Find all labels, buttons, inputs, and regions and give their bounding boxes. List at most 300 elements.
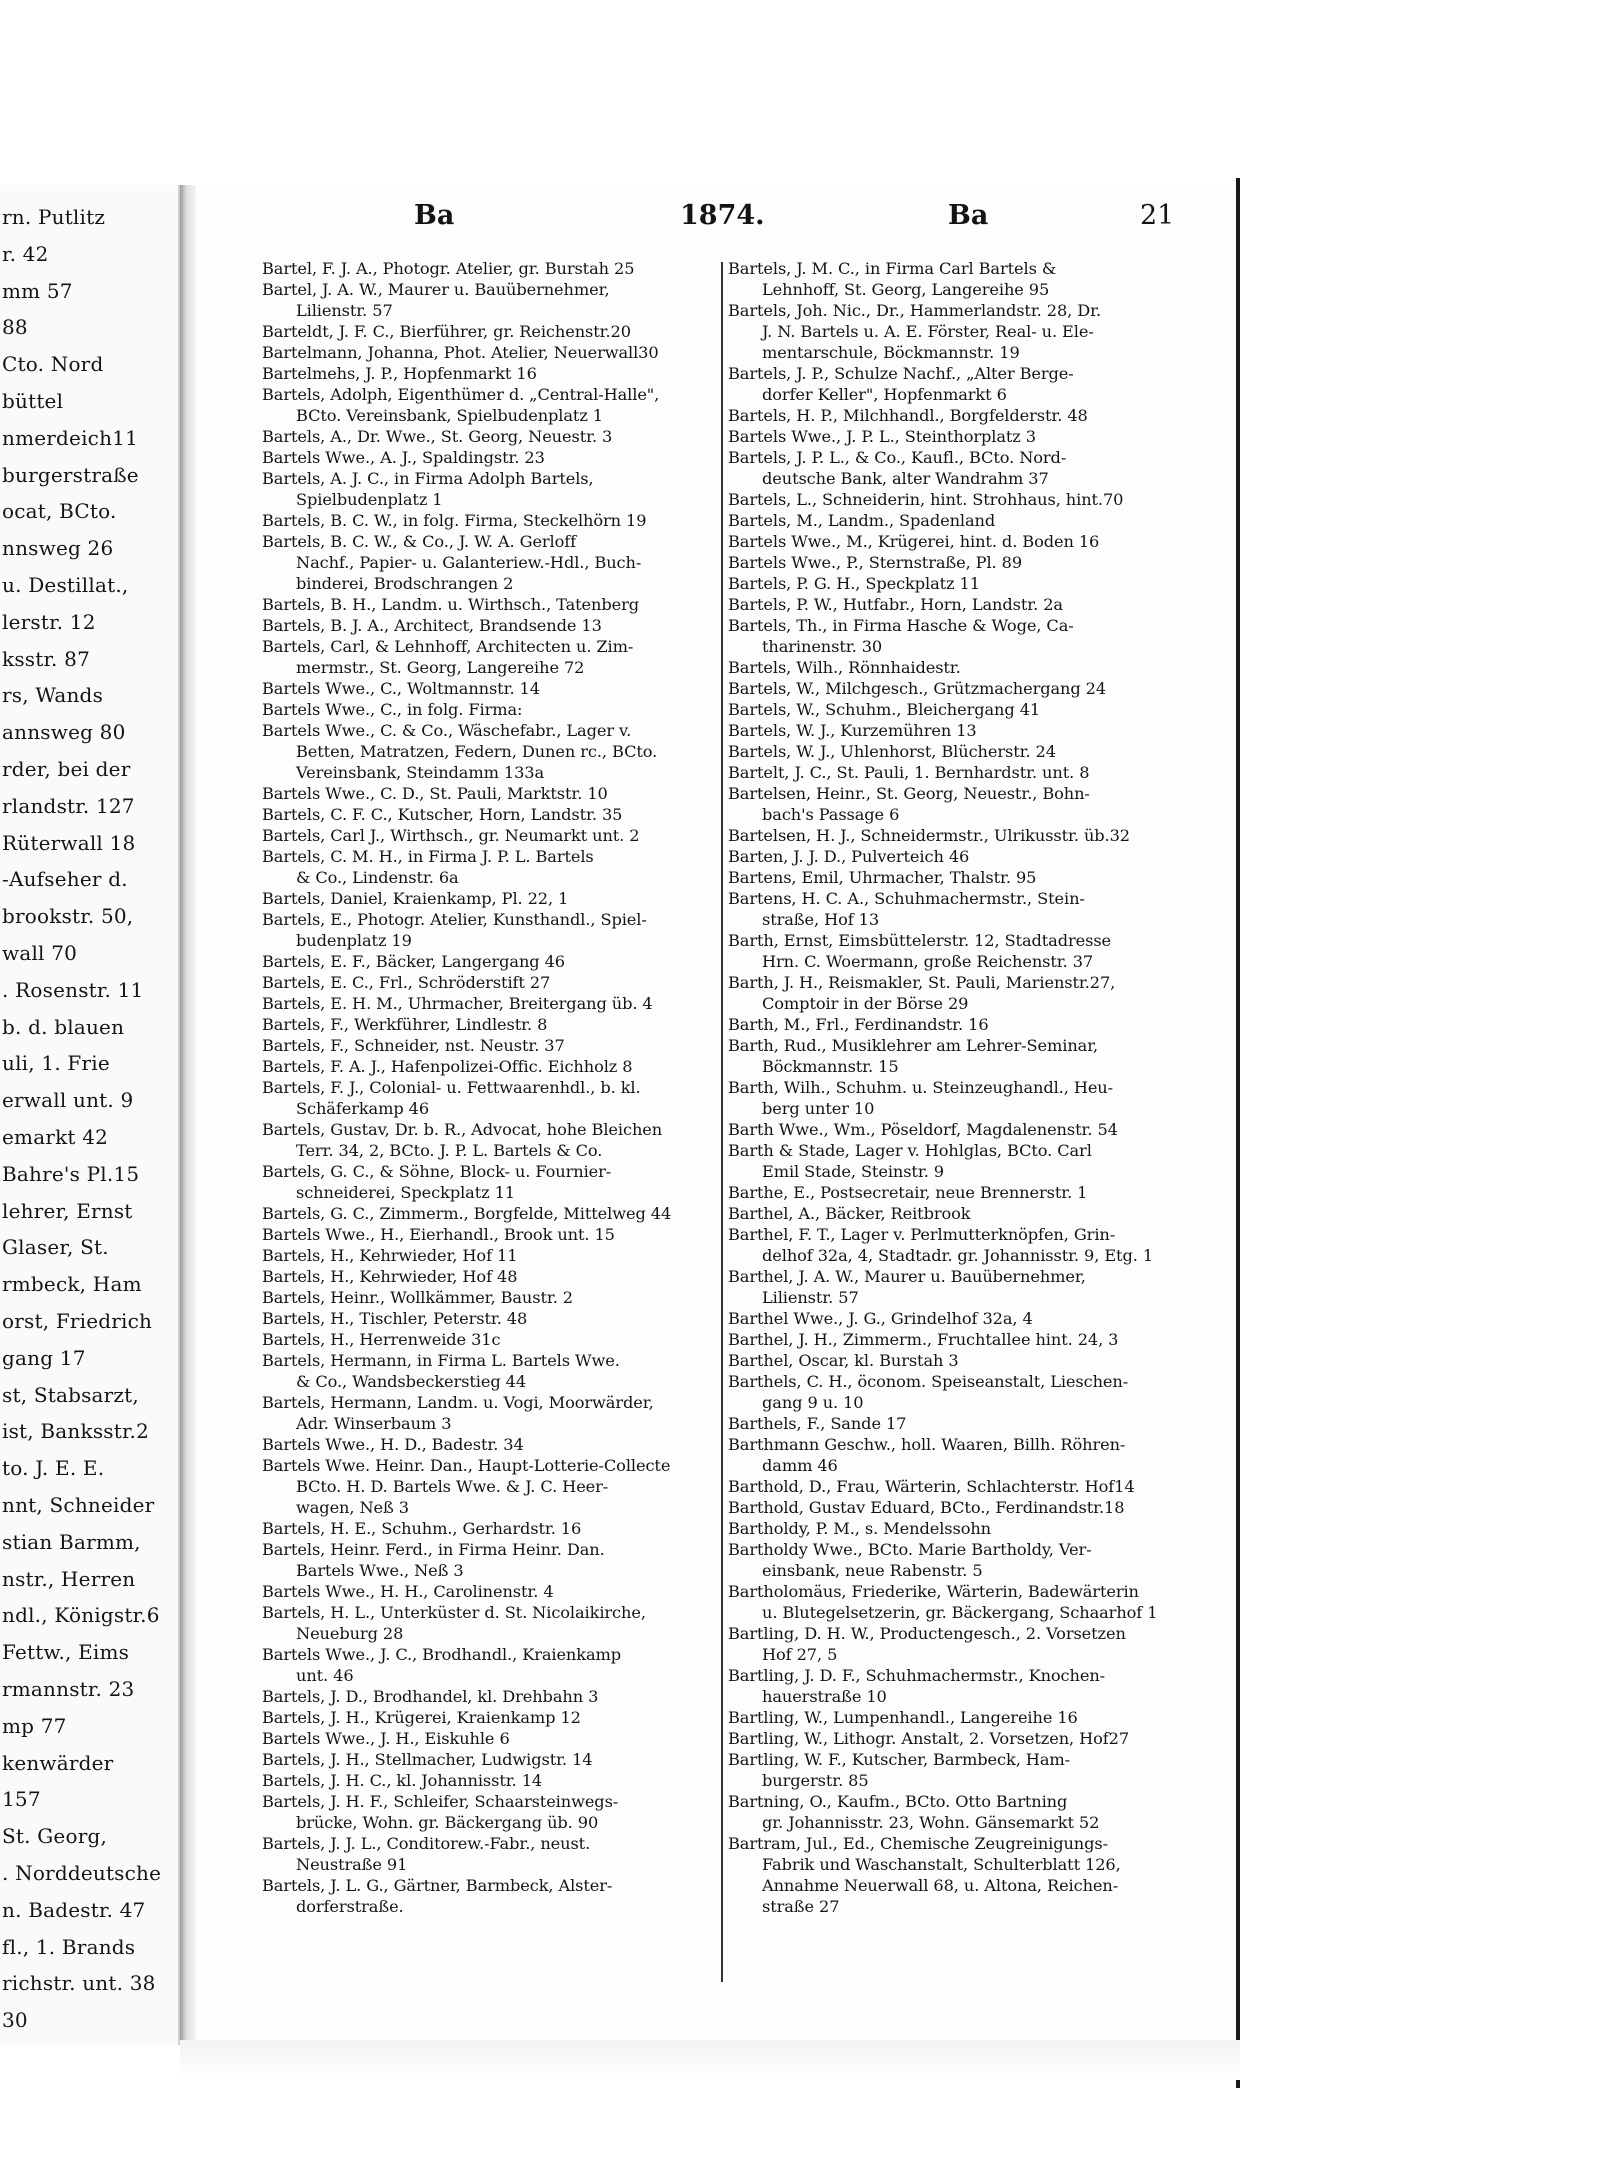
left-page-fragment: burgerstraße (2, 462, 139, 487)
directory-column-left (262, 258, 722, 1917)
entry-line: Barthel Wwe., J. G., Grindelhof 32a, 4 (728, 1309, 1033, 1328)
entry-line: Bartels, B. H., Landm. u. Wirthsch., Tatenberg (262, 595, 640, 614)
entry-line: Bartling, W., Lumpenhandl., Langereihe 16 (728, 1708, 1078, 1727)
entry-line: Bartels, F. J., Colonial- u. Fettwaarenhdl., b. kl. (262, 1078, 641, 1097)
directory-entry (728, 1476, 1188, 1497)
entry-continuation-line: Neustraße 91 (296, 1855, 408, 1874)
directory-entry (728, 867, 1188, 888)
header-year: 1874. (680, 200, 765, 231)
entry-line: Bartels, Heinr. Ferd., in Firma Heinr. Dan. (262, 1540, 605, 1559)
entry-line: Bartels Wwe., C., in folg. Firma: (262, 700, 523, 719)
entry-line: Bartels, Gustav, Dr. b. R., Advocat, hohe Bleichen (262, 1120, 663, 1139)
directory-entry (728, 489, 1188, 510)
entry-line: Bartelsen, Heinr., St. Georg, Neuestr., Bohn- (728, 784, 1090, 803)
entry-continuation-line: bach's Passage 6 (762, 805, 900, 824)
left-page-fragment: lerstr. 12 (2, 609, 96, 634)
left-page-fragment: u. Destillat., (2, 573, 129, 597)
directory-entry (262, 1224, 722, 1245)
entry-line: Bartelt, J. C., St. Pauli, 1. Bernhardstr. unt. 8 (728, 763, 1090, 782)
entry-line: Bartels, H., Herrenweide 31c (262, 1330, 501, 1349)
entry-line: Bartels, J. L. G., Gärtner, Barmbeck, Alster- (262, 1876, 613, 1895)
entry-line: Bartels Wwe., J. C., Brodhandl., Kraienkamp (262, 1645, 622, 1664)
entry-line: Bartels, G. C., & Söhne, Block- u. Fournier- (262, 1162, 612, 1181)
entry-line: Bartels, E. F., Bäcker, Langergang 46 (262, 952, 565, 971)
entry-line: Bartels, J. H., Krügerei, Kraienkamp 12 (262, 1708, 581, 1727)
entry-line: Bartels Wwe., C. & Co., Wäschefabr., Lager v. (262, 721, 632, 740)
directory-entry (728, 510, 1188, 531)
directory-entry (728, 552, 1188, 573)
entry-line: Barthel, F. T., Lager v. Perlmutterknöpfen, Grin- (728, 1225, 1116, 1244)
directory-entry (728, 1119, 1188, 1140)
page-bottom-shadow (180, 2040, 1240, 2080)
entry-continuation-line: Schäferkamp 46 (296, 1099, 430, 1118)
left-page-fragment: ksstr. 87 (2, 646, 91, 671)
entry-continuation-line: straße, Hof 13 (762, 910, 880, 929)
entry-line: Bartels, Wilh., Rönnhaidestr. (728, 658, 961, 677)
entry-continuation-line: wagen, Neß 3 (296, 1498, 409, 1517)
entry-line: Bartels Wwe., H. D., Badestr. 34 (262, 1435, 524, 1454)
directory-entry (728, 1224, 1188, 1266)
entry-continuation-line: dorferstraße. (296, 1897, 404, 1916)
directory-entry (262, 1245, 722, 1266)
entry-continuation-line: BCto. Vereinsbank, Spielbudenplatz 1 (296, 406, 603, 425)
directory-entry (728, 1035, 1188, 1077)
entry-line: Bartels Wwe., J. P. L., Steinthorplatz 3 (728, 427, 1036, 446)
directory-entry (262, 678, 722, 699)
entry-line: Bartels, H. E., Schuhm., Gerhardstr. 16 (262, 1519, 582, 1538)
left-page-fragment: uli, 1. Frie (2, 1051, 110, 1076)
directory-entry (728, 1182, 1188, 1203)
directory-entry (728, 1413, 1188, 1434)
directory-entry (728, 699, 1188, 720)
header-letter-tab-left: Ba (414, 200, 455, 231)
directory-entry (262, 510, 722, 531)
entry-line: Bartels, F., Schneider, nst. Neustr. 37 (262, 1036, 565, 1055)
entry-continuation-line: Hrn. C. Woermann, große Reichenstr. 37 (762, 952, 1094, 971)
left-page-fragment: brookstr. 50, (2, 904, 134, 929)
entry-continuation-line: deutsche Bank, alter Wandrahm 37 (762, 469, 1049, 488)
entry-line: Bartels, B. C. W., in folg. Firma, Steckelhörn 19 (262, 511, 647, 530)
entry-line: Barth, Ernst, Eimsbüttelerstr. 12, Stadtadresse (728, 931, 1112, 950)
left-page-fragment: nstr., Herren (2, 1566, 136, 1591)
directory-entry (728, 1014, 1188, 1035)
entry-line: Bartelmehs, J. P., Hopfenmarkt 16 (262, 364, 537, 383)
left-page-fragment: ist, Banksstr.2 (2, 1419, 150, 1444)
entry-continuation-line: burgerstr. 85 (762, 1771, 869, 1790)
directory-entry (728, 426, 1188, 447)
left-page-fragment: kenwärder (2, 1750, 114, 1775)
entry-continuation-line: & Co., Wandsbeckerstieg 44 (296, 1372, 527, 1391)
entry-line: Bartels, J. D., Brodhandel, kl. Drehbahn 3 (262, 1687, 599, 1706)
entry-continuation-line: straße 27 (762, 1897, 840, 1916)
left-page-fragment: -Aufseher d. (2, 867, 128, 892)
entry-line: Bartels, P. W., Hutfabr., Horn, Landstr. 2a (728, 595, 1063, 614)
entry-line: Bartels, E. C., Frl., Schröderstift 27 (262, 973, 551, 992)
directory-entry (262, 1308, 722, 1329)
facing-page-left (0, 185, 180, 2045)
entry-continuation-line: & Co., Lindenstr. 6a (296, 868, 459, 887)
directory-entry (728, 741, 1188, 762)
entry-continuation-line: unt. 46 (296, 1666, 354, 1685)
left-page-fragment: to. J. E. E. (2, 1456, 105, 1481)
directory-entry (262, 993, 722, 1014)
directory-entry (262, 468, 722, 510)
entry-continuation-line: binderei, Brodschrangen 2 (296, 574, 514, 593)
left-page-fragment: lehrer, Ernst (2, 1198, 133, 1223)
entry-continuation-line: Vereinsbank, Steindamm 133a (296, 763, 545, 782)
entry-line: Bartels, J. H. F., Schleifer, Schaarsteinwegs- (262, 1792, 619, 1811)
directory-entry (728, 678, 1188, 699)
entry-line: Bartholdy, P. M., s. Mendelssohn (728, 1519, 992, 1538)
left-page-fragment: b. d. blauen (2, 1014, 125, 1039)
left-page-fragment: orst, Friedrich (2, 1309, 153, 1333)
entry-line: Bartling, J. D. F., Schuhmachermstr., Knochen- (728, 1666, 1106, 1685)
directory-entry (728, 972, 1188, 1014)
entry-line: Bartels, F., Werkführer, Lindlestr. 8 (262, 1015, 548, 1034)
entry-line: Bartling, W., Lithogr. Anstalt, 2. Vorsetzen, Hof27 (728, 1729, 1130, 1748)
entry-line: Bartels Wwe., J. H., Eiskuhle 6 (262, 1729, 510, 1748)
left-page-fragment: erwall unt. 9 (2, 1088, 134, 1113)
directory-entry (262, 363, 722, 384)
directory-entry (262, 846, 722, 888)
entry-continuation-line: damm 46 (762, 1456, 838, 1475)
left-page-fragment: Rüterwall 18 (2, 830, 136, 855)
directory-entry (262, 636, 722, 678)
directory-entry (262, 1434, 722, 1455)
entry-line: Barthel, J. A. W., Maurer u. Bauübernehmer, (728, 1267, 1086, 1286)
entry-line: Bartels, A., Dr. Wwe., St. Georg, Neuestr. 3 (262, 427, 613, 446)
entry-line: Bartels, F. A. J., Hafenpolizei-Offic. Eichholz 8 (262, 1057, 633, 1076)
left-page-fragment: rn. Putlitz (2, 205, 106, 229)
entry-line: Bartels, B. J. A., Architect, Brandsende 13 (262, 616, 602, 635)
entry-line: Bartels, A. J. C., in Firma Adolph Bartels, (262, 469, 594, 488)
entry-line: Bartels, H., Kehrwieder, Hof 48 (262, 1267, 518, 1286)
entry-continuation-line: gr. Johannisstr. 23, Wohn. Gänsemarkt 52 (762, 1813, 1100, 1832)
entry-line: Bartens, H. C. A., Schuhmachermstr., Stein- (728, 889, 1085, 908)
directory-entry (728, 1833, 1188, 1917)
left-page-fragment: fl., 1. Brands (2, 1934, 136, 1959)
left-page-fragment: annsweg 80 (2, 720, 126, 745)
entry-line: Barthels, F., Sande 17 (728, 1414, 907, 1433)
entry-continuation-line: J. N. Bartels u. A. E. Förster, Real- u. Ele- (762, 322, 1094, 341)
entry-continuation-line: Adr. Winserbaum 3 (296, 1414, 452, 1433)
entry-continuation-line: schneiderei, Speckplatz 11 (296, 1183, 515, 1202)
left-page-fragment: r. 42 (2, 241, 49, 266)
entry-line: Bartels, J. J. L., Conditorew.-Fabr., neust. (262, 1834, 591, 1853)
directory-entry (262, 1077, 722, 1119)
entry-continuation-line: dorfer Keller", Hopfenmarkt 6 (762, 385, 1007, 404)
left-page-fragment: mp 77 (2, 1713, 67, 1738)
directory-entry (262, 783, 722, 804)
directory-entry (262, 1602, 722, 1644)
column-rule (721, 262, 723, 1982)
entry-continuation-line: berg unter 10 (762, 1099, 875, 1118)
entry-line: Barth & Stade, Lager v. Hohlglas, BCto. Carl (728, 1141, 1092, 1160)
directory-entry (728, 888, 1188, 930)
entry-line: Bartels, J. H., Stellmacher, Ludwigstr. 14 (262, 1750, 593, 1769)
entry-line: Bartram, Jul., Ed., Chemische Zeugreinigungs- (728, 1834, 1108, 1853)
directory-entry (262, 384, 722, 426)
entry-continuation-line: gang 9 u. 10 (762, 1393, 864, 1412)
directory-entry (728, 1539, 1188, 1581)
directory-entry (728, 1623, 1188, 1665)
left-page-fragment: rmannstr. 23 (2, 1677, 135, 1701)
directory-entry (262, 1791, 722, 1833)
directory-entry (728, 1434, 1188, 1476)
entry-line: Bartling, W. F., Kutscher, Barmbeck, Ham- (728, 1750, 1070, 1769)
directory-column-right (728, 258, 1188, 1917)
directory-entry (262, 1035, 722, 1056)
directory-entry (728, 783, 1188, 825)
left-page-fragment: rmbeck, Ham (2, 1272, 142, 1297)
directory-entry (262, 1350, 722, 1392)
directory-entry (262, 888, 722, 909)
entry-continuation-line: Fabrik und Waschanstalt, Schulterblatt 126, (762, 1855, 1121, 1874)
directory-entry (262, 972, 722, 993)
entry-line: Barth Wwe., Wm., Pöseldorf, Magdalenenstr. 54 (728, 1120, 1118, 1139)
entry-line: Barth, Rud., Musiklehrer am Lehrer-Seminar, (728, 1036, 1099, 1055)
directory-entry (262, 1833, 722, 1875)
entry-line: Bartels, B. C. W., & Co., J. W. A. Gerloff (262, 532, 577, 551)
directory-entry (262, 1749, 722, 1770)
left-page-fragment: emarkt 42 (2, 1125, 109, 1149)
page-edge (1236, 178, 1240, 2088)
directory-entry (262, 1875, 722, 1917)
directory-entry (262, 1119, 722, 1161)
entry-line: Bartels Wwe., C., Woltmannstr. 14 (262, 679, 540, 698)
entry-line: Bartens, Emil, Uhrmacher, Thalstr. 95 (728, 868, 1037, 887)
left-page-fragment: nnsweg 26 (2, 536, 114, 561)
left-page-fragment: Cto. Nord (2, 352, 104, 377)
entry-line: Bartels Wwe., M., Krügerei, hint. d. Boden 16 (728, 532, 1100, 551)
scan-margin-top (0, 0, 1600, 170)
directory-entry (262, 699, 722, 720)
entry-line: Bartels, H., Tischler, Peterstr. 48 (262, 1309, 528, 1328)
entry-line: Barth, Wilh., Schuhm. u. Steinzeughandl., Heu- (728, 1078, 1114, 1097)
directory-entry (728, 1497, 1188, 1518)
directory-entry (262, 615, 722, 636)
left-page-fragment: wall 70 (2, 941, 78, 965)
entry-line: Bartels, Hermann, in Firma L. Bartels Wwe. (262, 1351, 620, 1370)
entry-continuation-line: BCto. H. D. Bartels Wwe. & J. C. Heer- (296, 1477, 609, 1496)
directory-entry (262, 531, 722, 594)
entry-line: Barthmann Geschw., holl. Waaren, Billh. Röhren- (728, 1435, 1126, 1454)
left-page-fragment: n. Badestr. 47 (2, 1897, 146, 1922)
left-page-fragment: büttel (2, 389, 64, 413)
entry-line: Bartels, C. M. H., in Firma J. P. L. Bartels (262, 847, 594, 866)
directory-entry (728, 825, 1188, 846)
entry-line: Bartels, L., Schneiderin, hint. Strohhaus, hint.70 (728, 490, 1124, 509)
directory-entry (728, 405, 1188, 426)
entry-line: Bartels Wwe., A. J., Spaldingstr. 23 (262, 448, 545, 467)
entry-line: Bartels, Carl J., Wirthsch., gr. Neumarkt unt. 2 (262, 826, 640, 845)
left-page-fragment: rder, bei der (2, 757, 131, 781)
directory-entry (262, 1581, 722, 1602)
header-letter-tab-right: Ba (948, 200, 989, 231)
entry-line: Bartels, Th., in Firma Hasche & Woge, Ca- (728, 616, 1074, 635)
directory-entry (262, 1203, 722, 1224)
entry-line: Bartels Wwe., H., Eierhandl., Brook unt. 15 (262, 1225, 615, 1244)
entry-line: Bartel, J. A. W., Maurer u. Bauübernehmer, (262, 280, 610, 299)
entry-line: Barthe, E., Postsecretair, neue Brennerstr. 1 (728, 1183, 1088, 1202)
entry-continuation-line: Comptoir in der Börse 29 (762, 994, 969, 1013)
entry-continuation-line: u. Blutegelsetzerin, gr. Bäckergang, Schaarhof 1 (762, 1603, 1158, 1622)
directory-entry (728, 531, 1188, 552)
entry-line: Barteldt, J. F. C., Bierführer, gr. Reichenstr.20 (262, 322, 631, 341)
directory-entry (728, 615, 1188, 657)
book-gutter (180, 185, 196, 2045)
entry-line: Barthel, A., Bäcker, Reitbrook (728, 1204, 971, 1223)
entry-continuation-line: Nachf., Papier- u. Galanteriew.-Hdl., Buch- (296, 553, 642, 572)
entry-line: Barthold, D., Frau, Wärterin, Schlachterstr. Hof14 (728, 1477, 1135, 1496)
directory-entry (262, 1707, 722, 1728)
entry-line: Bartels, Adolph, Eigenthümer d. „Central-Halle", (262, 385, 660, 404)
entry-line: Bartels, H., Kehrwieder, Hof 11 (262, 1246, 518, 1265)
left-page-fragment: nnt, Schneider (2, 1493, 155, 1517)
entry-continuation-line: brücke, Wohn. gr. Bäckergang üb. 90 (296, 1813, 599, 1832)
entry-line: Bartels, C. F. C., Kutscher, Horn, Landstr. 35 (262, 805, 623, 824)
directory-entry (728, 1203, 1188, 1224)
directory-entry (728, 846, 1188, 867)
entry-line: Bartels, G. C., Zimmerm., Borgfelde, Mittelweg 44 (262, 1204, 672, 1223)
directory-entry (262, 447, 722, 468)
entry-continuation-line: delhof 32a, 4, Stadtadr. gr. Johannisstr. 9, Etg. 1 (762, 1246, 1154, 1265)
entry-line: Bartels, W., Milchgesch., Grützmachergang 24 (728, 679, 1107, 698)
entry-continuation-line: Lehnhoff, St. Georg, Langereihe 95 (762, 280, 1050, 299)
left-page-fragment: mm 57 (2, 278, 73, 303)
entry-line: Bartels, J. H. C., kl. Johannisstr. 14 (262, 1771, 543, 1790)
entry-continuation-line: hauerstraße 10 (762, 1687, 887, 1706)
directory-entry (728, 300, 1188, 363)
entry-line: Bartels, Daniel, Kraienkamp, Pl. 22, 1 (262, 889, 569, 908)
left-page-fragment: gang 17 (2, 1345, 86, 1370)
entry-line: Bartels Wwe. Heinr. Dan., Haupt-Lotterie-Collecte (262, 1456, 671, 1475)
entry-continuation-line: Hof 27, 5 (762, 1645, 838, 1664)
entry-line: Bartling, D. H. W., Productengesch., 2. Vorsetzen (728, 1624, 1126, 1643)
directory-entry (728, 657, 1188, 678)
directory-entry (262, 1728, 722, 1749)
entry-line: Bartning, O., Kaufm., BCto. Otto Bartning (728, 1792, 1068, 1811)
directory-entry (728, 1791, 1188, 1833)
entry-continuation-line: tharinenstr. 30 (762, 637, 883, 656)
entry-line: Bartels, W. J., Kurzemühren 13 (728, 721, 977, 740)
left-page-fragment: st, Stabsarzt, (2, 1382, 139, 1407)
directory-entry (728, 720, 1188, 741)
directory-entry (262, 1770, 722, 1791)
directory-entry (262, 1014, 722, 1035)
left-page-fragment: St. Georg, (2, 1824, 108, 1849)
entry-continuation-line: Böckmannstr. 15 (762, 1057, 899, 1076)
directory-entry (728, 1350, 1188, 1371)
directory-entry (262, 426, 722, 447)
left-page-fragment: stian Barmm, (2, 1529, 141, 1554)
entry-line: Bartels, W. J., Uhlenhorst, Blücherstr. 24 (728, 742, 1056, 761)
directory-entry (262, 825, 722, 846)
directory-entry (728, 1707, 1188, 1728)
directory-entry (262, 342, 722, 363)
entry-line: Bartels, E., Photogr. Atelier, Kunsthandl., Spiel- (262, 910, 647, 929)
entry-line: Bartels, Carl, & Lehnhoff, Architecten u. Zim- (262, 637, 634, 656)
left-page-fragment: 88 (2, 315, 28, 340)
directory-entry (262, 1644, 722, 1686)
entry-line: Bartels, P. G. H., Speckplatz 11 (728, 574, 980, 593)
directory-entry (262, 279, 722, 321)
left-page-fragment: 157 (2, 1787, 41, 1812)
directory-entry (262, 720, 722, 783)
directory-entry (262, 951, 722, 972)
directory-entry (262, 1518, 722, 1539)
directory-entry (262, 909, 722, 951)
directory-entry (728, 1518, 1188, 1539)
entry-line: Bartels, J. P., Schulze Nachf., „Alter Berge- (728, 364, 1074, 383)
directory-entry (728, 1749, 1188, 1791)
directory-entry (728, 1140, 1188, 1182)
directory-entry (728, 1728, 1188, 1749)
page-number: 21 (1140, 200, 1175, 231)
entry-line: Bartels Wwe., P., Sternstraße, Pl. 89 (728, 553, 1023, 572)
entry-continuation-line: Annahme Neuerwall 68, u. Altona, Reichen- (762, 1876, 1119, 1895)
directory-entry (728, 1077, 1188, 1119)
directory-entry (728, 258, 1188, 300)
entry-line: Barthel, Oscar, kl. Burstah 3 (728, 1351, 959, 1370)
entry-line: Barthels, C. H., öconom. Speiseanstalt, Lieschen- (728, 1372, 1129, 1391)
entry-continuation-line: mermstr., St. Georg, Langereihe 72 (296, 658, 585, 677)
entry-continuation-line: Bartels Wwe., Neß 3 (296, 1561, 464, 1580)
entry-line: Bartelmann, Johanna, Phot. Atelier, Neuerwall30 (262, 343, 659, 362)
directory-entry (262, 1329, 722, 1350)
entry-line: Bartels, J. P. L., & Co., Kaufl., BCto. Nord- (728, 448, 1067, 467)
entry-line: Barth, M., Frl., Ferdinandstr. 16 (728, 1015, 989, 1034)
left-page-fragment: . Rosenstr. 11 (2, 977, 144, 1002)
entry-line: Bartels, H. L., Unterküster d. St. Nicolaikirche, (262, 1603, 646, 1622)
entry-line: Bartels, W., Schuhm., Bleichergang 41 (728, 700, 1041, 719)
left-page-fragment: nmerdeich11 (2, 425, 139, 450)
entry-line: Barth, J. H., Reismakler, St. Pauli, Marienstr.27, (728, 973, 1116, 992)
entry-continuation-line: Spielbudenplatz 1 (296, 490, 443, 509)
directory-entry (262, 258, 722, 279)
left-page-fragment: richstr. unt. 38 (2, 1971, 156, 1996)
directory-entry (728, 1308, 1188, 1329)
entry-line: Bartels, M., Landm., Spadenland (728, 511, 996, 530)
directory-entry (262, 1392, 722, 1434)
entry-continuation-line: Lilienstr. 57 (296, 301, 393, 320)
directory-entry (262, 1056, 722, 1077)
entry-line: Barthold, Gustav Eduard, BCto., Ferdinandstr.18 (728, 1498, 1125, 1517)
entry-line: Bartels, Hermann, Landm. u. Vogi, Moorwärder, (262, 1393, 654, 1412)
entry-continuation-line: budenplatz 19 (296, 931, 412, 950)
directory-entry (728, 363, 1188, 405)
directory-entry (728, 762, 1188, 783)
entry-continuation-line: mentarschule, Böckmannstr. 19 (762, 343, 1020, 362)
left-page-fragment: Bahre's Pl.15 (2, 1161, 140, 1186)
entry-line: Barten, J. J. D., Pulverteich 46 (728, 847, 970, 866)
directory-entry (262, 1455, 722, 1518)
page-header (196, 200, 1236, 252)
entry-line: Bartels, E. H. M., Uhrmacher, Breitergang üb. 4 (262, 994, 653, 1013)
entry-continuation-line: Betten, Matratzen, Federn, Dunen rc., BCto. (296, 742, 658, 761)
directory-entry (728, 930, 1188, 972)
directory-entry (262, 804, 722, 825)
directory-entry (262, 1266, 722, 1287)
left-page-fragment: ocat, BCto. (2, 499, 117, 524)
entry-continuation-line: Lilienstr. 57 (762, 1288, 859, 1307)
left-page-fragment: rs, Wands (2, 683, 104, 708)
directory-entry (728, 1329, 1188, 1350)
left-page-fragment: Fettw., Eims (2, 1640, 130, 1665)
left-page-fragment: . Norddeutsche (2, 1861, 162, 1885)
directory-entry (728, 594, 1188, 615)
directory-entry (728, 1266, 1188, 1308)
